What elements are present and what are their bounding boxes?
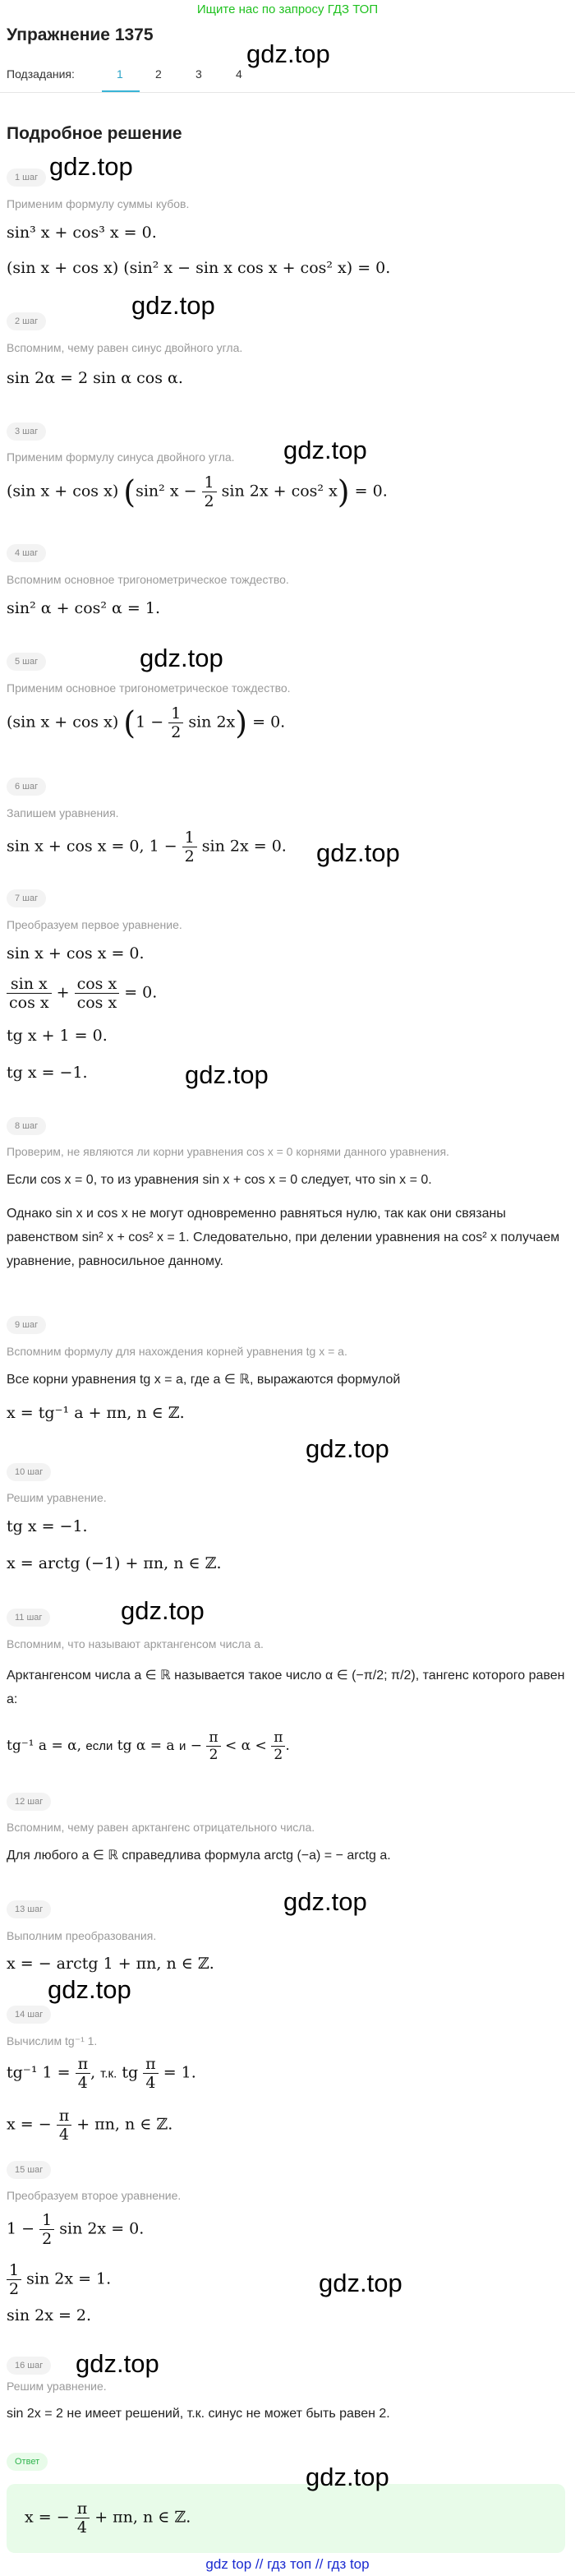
subtasks-label: Подзадания: bbox=[7, 67, 75, 81]
step-hint: Решим уравнение. bbox=[7, 2380, 107, 2393]
step-hint: Применим основное тригонометрическое тождество. bbox=[7, 681, 291, 695]
step-tag: 9 шаг bbox=[7, 1316, 46, 1334]
step-tag: 15 шаг bbox=[7, 2161, 51, 2179]
answer-formula: x = − $\frac{\pi}{4}$ + πn, n ∈ ℤ. bbox=[25, 2500, 191, 2537]
step-tag: 1 шаг bbox=[7, 169, 46, 187]
step-hint: Проверим, не являются ли корни уравнения cos x = 0 корнями данного уравнения. bbox=[7, 1145, 449, 1158]
step-tag: 12 шаг bbox=[7, 1793, 51, 1811]
step-tag: 10 шаг bbox=[7, 1463, 51, 1481]
watermark: gdz.top bbox=[306, 1434, 389, 1463]
step-hint: Вспомним, чему равен синус двойного угла. bbox=[7, 341, 243, 354]
paragraph: Однако sin x и cos x не могут одновременно равняться нулю, так как они связаны равенством sin² x + cos² x = 1. Следовательно, при делении уравнения на cos² x получаем уравнение, равносильное данному. bbox=[7, 1207, 560, 1268]
watermark: gdz.top bbox=[76, 2349, 159, 2378]
paragraph: Арктангенсом числа a ∈ ℝ называется такое число α ∈ (−π/2; π/2), тангенс которого равен a: bbox=[7, 1669, 565, 1706]
watermark: gdz.top bbox=[319, 2269, 402, 2297]
formula: 1 − $\frac{1}{2}$ sin 2x = 0. bbox=[7, 2211, 145, 2248]
formula: (sin x + cos x) (1 − $\frac{1}{2}$ sin 2x) = 0. bbox=[7, 704, 286, 741]
subtask-1[interactable]: 1 bbox=[117, 67, 123, 81]
formula: tg⁻¹ 1 = $\frac{\pi}{4}$ , т.к. tg $\frac{\pi}{4}$ = 1. bbox=[7, 2055, 196, 2092]
top-banner[interactable]: Ищите нас по запросу ГДЗ ТОП bbox=[196, 2, 379, 16]
step-tag: 13 шаг bbox=[7, 1900, 51, 1918]
watermark: gdz.top bbox=[283, 436, 367, 464]
step-tag: 8 шаг bbox=[7, 1117, 46, 1135]
watermark: gdz.top bbox=[48, 1975, 131, 2004]
watermark: gdz.top bbox=[131, 291, 215, 320]
formula: tg x = −1. bbox=[7, 1064, 88, 1082]
watermark: gdz.top bbox=[306, 2463, 389, 2491]
formula: sin 2x = 2. bbox=[7, 2306, 92, 2324]
paragraph: Для любого a ∈ ℝ справедлива формула arctg (−a) = − arctg a. bbox=[7, 1849, 391, 1863]
answer-box bbox=[7, 2484, 565, 2553]
step-hint: Вычислим tg⁻¹ 1. bbox=[7, 2034, 98, 2047]
formula: sin² α + cos² α = 1. bbox=[7, 599, 160, 617]
formula: x = − $\frac{\pi}{4}$ + πn, n ∈ ℤ. bbox=[7, 2107, 173, 2144]
formula: sin³ x + cos³ x = 0. bbox=[7, 224, 157, 242]
formula: x = − arctg 1 + πn, n ∈ ℤ. bbox=[7, 1955, 214, 1973]
step-hint: Применим формулу суммы кубов. bbox=[7, 197, 190, 210]
subtask-2[interactable]: 2 bbox=[155, 67, 162, 81]
step-tag: 3 шаг bbox=[7, 422, 46, 441]
formula: $\frac{\text{sin x}}{\text{cos x}}$ + $\frac{\text{cos x}}{\text{cos x}}$ = 0. bbox=[7, 975, 157, 1012]
paragraph: Все корни уравнения tg x = a, где a ∈ ℝ, выражаются формулой bbox=[7, 1373, 401, 1387]
step-hint: Преобразуем второе уравнение. bbox=[7, 2189, 182, 2202]
step-hint: Применим формулу синуса двойного угла. bbox=[7, 450, 235, 464]
watermark: gdz.top bbox=[121, 1596, 205, 1625]
step-tag: 16 шаг bbox=[7, 2357, 51, 2375]
step-tag: 2 шаг bbox=[7, 312, 46, 330]
step-hint: Преобразуем первое уравнение. bbox=[7, 918, 182, 931]
section-title: Подробное решение bbox=[7, 124, 182, 143]
step-tag: 5 шаг bbox=[7, 653, 46, 671]
formula: sin 2α = 2 sin α cos α. bbox=[7, 369, 183, 387]
step-tag: 6 шаг bbox=[7, 778, 46, 796]
answer-label: Ответ bbox=[7, 2453, 48, 2471]
step-tag: 4 шаг bbox=[7, 544, 46, 562]
watermark: gdz.top bbox=[49, 152, 133, 181]
step-hint: Запишем уравнения. bbox=[7, 806, 119, 819]
footer-links[interactable]: gdz top // гдз топ // гдз top bbox=[205, 2556, 370, 2572]
step-tag: 11 шаг bbox=[7, 1609, 50, 1627]
step-hint: Выполним преобразования. bbox=[7, 1929, 157, 1942]
step-hint: Вспомним, чему равен арктангенс отрицательного числа. bbox=[7, 1821, 315, 1834]
paragraph: sin 2x = 2 не имеет решений, т.к. синус не может быть равен 2. bbox=[7, 2407, 390, 2421]
step-hint: Вспомним, что называют арктангенсом числа a. bbox=[7, 1637, 264, 1650]
watermark: gdz.top bbox=[246, 39, 330, 68]
formula: x = arctg (−1) + πn, n ∈ ℤ. bbox=[7, 1554, 222, 1572]
formula: (sin x + cos x) (sin² x − $\frac{1}{2}$ sin 2x + cos² x) = 0. bbox=[7, 473, 388, 510]
formula: $\frac{1}{2}$ sin 2x = 1. bbox=[7, 2261, 111, 2298]
formula: x = tg⁻¹ a + πn, n ∈ ℤ. bbox=[7, 1404, 185, 1422]
formula: (sin x + cos x) (sin² x − sin x cos x + cos² x) = 0. bbox=[7, 259, 391, 277]
step-tag: 14 шаг bbox=[7, 2006, 51, 2024]
watermark: gdz.top bbox=[283, 1887, 367, 1916]
step-hint: Вспомним формулу для нахождения корней уравнения tg x = a. bbox=[7, 1345, 347, 1358]
step-tag: 7 шаг bbox=[7, 889, 46, 907]
watermark: gdz.top bbox=[185, 1060, 269, 1089]
watermark: gdz.top bbox=[140, 644, 223, 672]
page-title: Упражнение 1375 bbox=[7, 25, 154, 44]
formula: sin x + cos x = 0, 1 − $\frac{1}{2}$ sin 2x = 0. bbox=[7, 829, 287, 866]
watermark: gdz.top bbox=[316, 838, 400, 867]
paragraph: Если cos x = 0, то из уравнения sin x + cos x = 0 следует, что sin x = 0. bbox=[7, 1173, 432, 1187]
subtask-3[interactable]: 3 bbox=[196, 67, 202, 81]
divider bbox=[0, 92, 575, 93]
step-hint: Вспомним основное тригонометрическое тождество. bbox=[7, 573, 289, 586]
formula: sin x + cos x = 0. bbox=[7, 944, 145, 963]
formula: tg x + 1 = 0. bbox=[7, 1027, 108, 1045]
formula: tg⁻¹ a = α, если tg α = a и − $\frac{\pi}{2}$ < α < $\frac{\pi}{2}$ . bbox=[7, 1729, 290, 1763]
formula: tg x = −1. bbox=[7, 1517, 88, 1535]
step-hint: Решим уравнение. bbox=[7, 1491, 107, 1504]
subtask-4[interactable]: 4 bbox=[236, 67, 242, 81]
